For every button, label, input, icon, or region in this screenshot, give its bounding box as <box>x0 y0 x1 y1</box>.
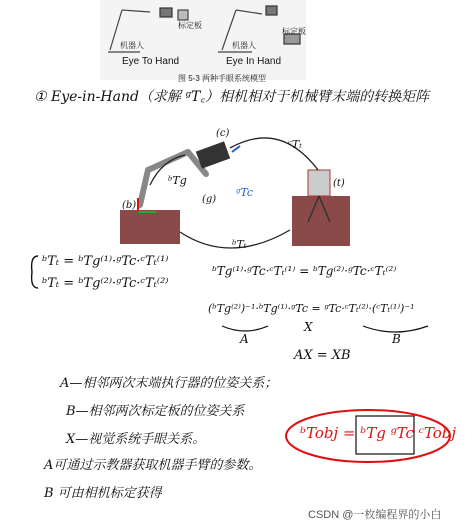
checkerboard-icon <box>178 10 188 20</box>
note-b: B—相邻两次标定板的位姿关系 <box>66 404 245 419</box>
eye-in-hand-caption: Eye In Hand <box>226 56 282 67</box>
equation-3: ᵇTg⁽¹⁾·ᵍTc·ᶜTₜ⁽¹⁾ = ᵇTg⁽²⁾·ᵍTc·ᶜTₜ⁽²⁾ <box>212 264 397 278</box>
section-heading <box>34 86 429 106</box>
left-robot-label: 机器人 <box>120 41 144 50</box>
figure-caption: 图 5-3 两种手眼系统模型 <box>178 74 267 83</box>
base-label: (b) <box>122 200 137 211</box>
camera-icon <box>196 141 230 168</box>
label-x: X <box>304 320 313 334</box>
left-board-label: 标定板 <box>178 21 202 30</box>
label-b: B <box>392 332 401 346</box>
axxb-equation: AX = XB <box>294 348 351 363</box>
heading-number: ① <box>34 89 47 105</box>
gripper-label: (g) <box>202 194 217 205</box>
note-x: X—视觉系统手眼关系。 <box>66 432 206 447</box>
robot-base-platform <box>120 210 180 244</box>
target-label: (t) <box>333 178 345 189</box>
note-a: A—相邻两次末端执行器的位姿关系； <box>60 376 278 391</box>
annotation-formula: ᵇTobj = ᵇTg ᵍTc ᶜTobj <box>300 424 457 442</box>
ctt-arrow <box>230 138 318 170</box>
eye-to-hand-caption: Eye To Hand <box>122 56 180 67</box>
right-board-label: 标定板 <box>282 27 306 36</box>
note-b-source: B 可由相机标定获得 <box>44 486 162 501</box>
checkerboard-icon <box>308 170 330 196</box>
camera-label: (c) <box>216 128 230 139</box>
equation-4: (ᵇTg⁽²⁾)⁻¹·ᵇTg⁽¹⁾·ᵍTc = ᵍTc·ᶜTₜ⁽²⁾·(ᶜTₜ⁽¹⁾)⁻¹ <box>208 302 415 315</box>
heading-text: Eye-in-Hand（求解 ᵍT꜀）相机相对于机械臂末端的转换矩阵 <box>51 89 430 105</box>
btg-label: ᵇTg <box>168 174 187 187</box>
right-robot-label: 机器人 <box>232 41 256 50</box>
camera-icon <box>266 6 277 15</box>
gtc-label: ᵍTc <box>236 186 254 199</box>
target-platform <box>292 196 350 246</box>
camera-icon <box>160 8 172 17</box>
watermark: CSDN @一枚编程界的小白 <box>308 509 442 521</box>
ctt-label: ᶜTₜ <box>288 138 302 151</box>
equation-2: ᵇTₜ = ᵇTg⁽²⁾·ᵍTc·ᶜTₜ⁽²⁾ <box>42 276 169 291</box>
label-a: A <box>240 332 249 346</box>
equation-1: ᵇTₜ = ᵇTg⁽¹⁾·ᵍTc·ᶜTₜ⁽¹⁾ <box>42 254 169 269</box>
note-a-source: A可通过示教器获取机器手臂的参数。 <box>44 458 262 473</box>
btt-label: ᵇTₜ <box>232 238 247 251</box>
